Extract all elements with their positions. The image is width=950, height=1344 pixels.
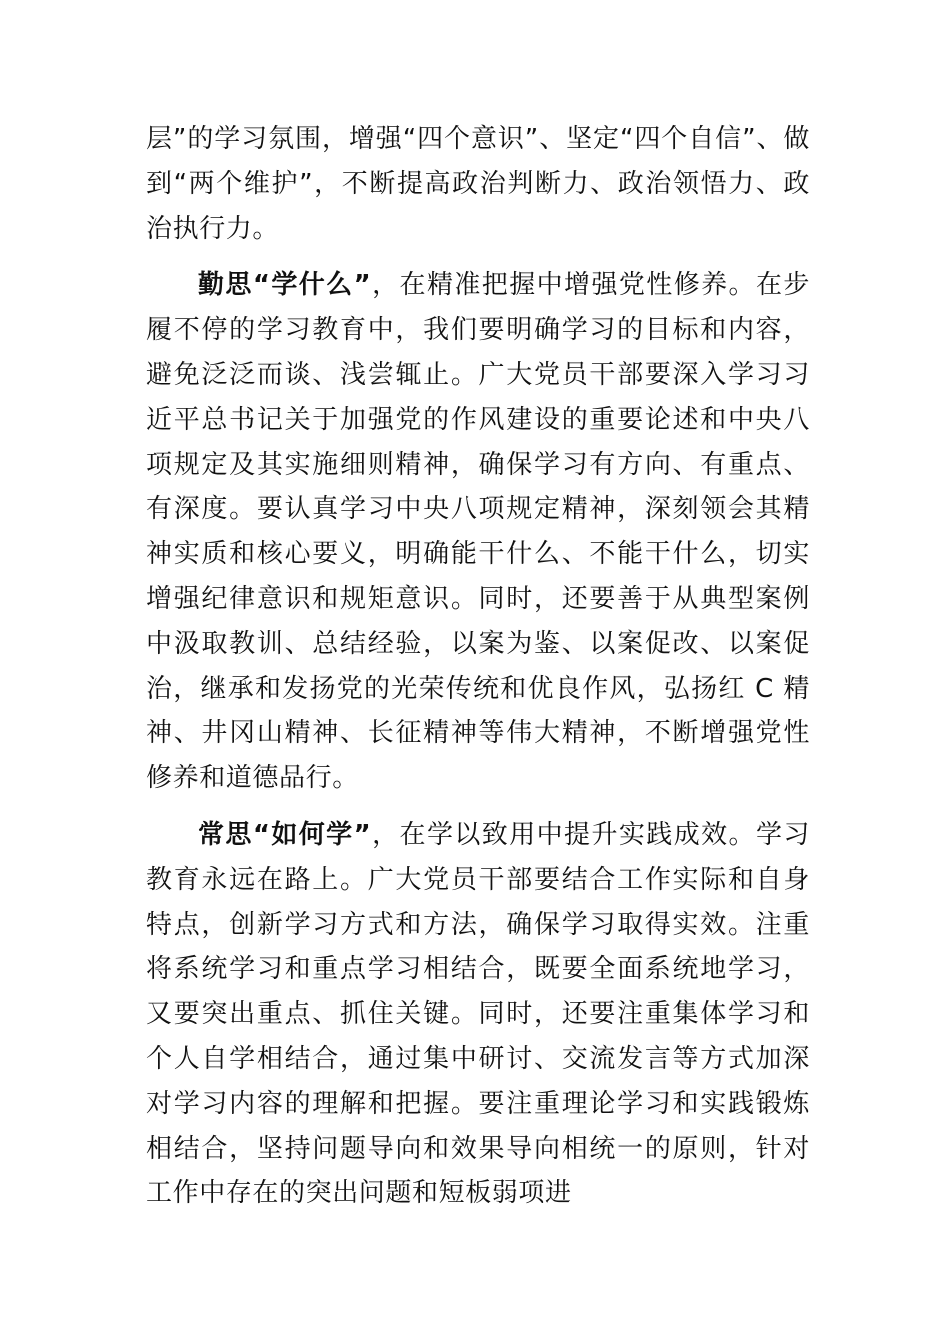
paragraph-3	[146, 813, 810, 1216]
paragraph-2-lead: 勤思“学什么”	[198, 270, 372, 301]
paragraph-2-body: ，在精准把握中增强党性修养。在步履不停的学习教育中，我们要明确学习的目标和内容，避免泛泛而谈、浅尝辄止。广大党员干部要深入学习习近平总书记关于加强党的作风建设的重要论述和中央八项规定及其实施细则精神，确保学习有方向、有重点、有深度。要认真学习中央八项规定精神，深刻领会其精神实质和核心要义，明确能干什么、不能干什么，切实增强纪律意识和规矩意识。同时，还要善于从典型案例中汲取教训、总结经验，以案为鉴、以案促改、以案促治，继承和发扬党的光荣传统和优良作风，弘扬红 C 精神、井冈山精神、长征精神等伟大精神，不断增强党性修养和道德品行。	[146, 270, 810, 794]
paragraph-1-body: 层”的学习氛围，增强“四个意识”、坚定“四个自信”、做到“两个维护”，不断提高政治判断力、政治领悟力、政治执行力。	[146, 124, 810, 244]
paragraph-1	[146, 117, 810, 251]
paragraph-3-lead: 常思“如何学”	[198, 819, 372, 850]
paragraph-3-body: ，在学以致用中提升实践成效。学习教育永远在路上。广大党员干部要结合工作实际和自身特点，创新学习方式和方法，确保学习取得实效。注重将系统学习和重点学习相结合，既要全面系统地学习，又要突出重点、抓住关键。同时，还要注重集体学习和个人自学相结合，通过集中研讨、交流发言等方式加深对学习内容的理解和把握。要注重理论学习和实践锻炼相结合，坚持问题导向和效果导向相统一的原则，针对工作中存在的突出问题和短板弱项进	[146, 819, 810, 1209]
paragraph-2	[146, 263, 810, 801]
document-page	[146, 117, 810, 1228]
